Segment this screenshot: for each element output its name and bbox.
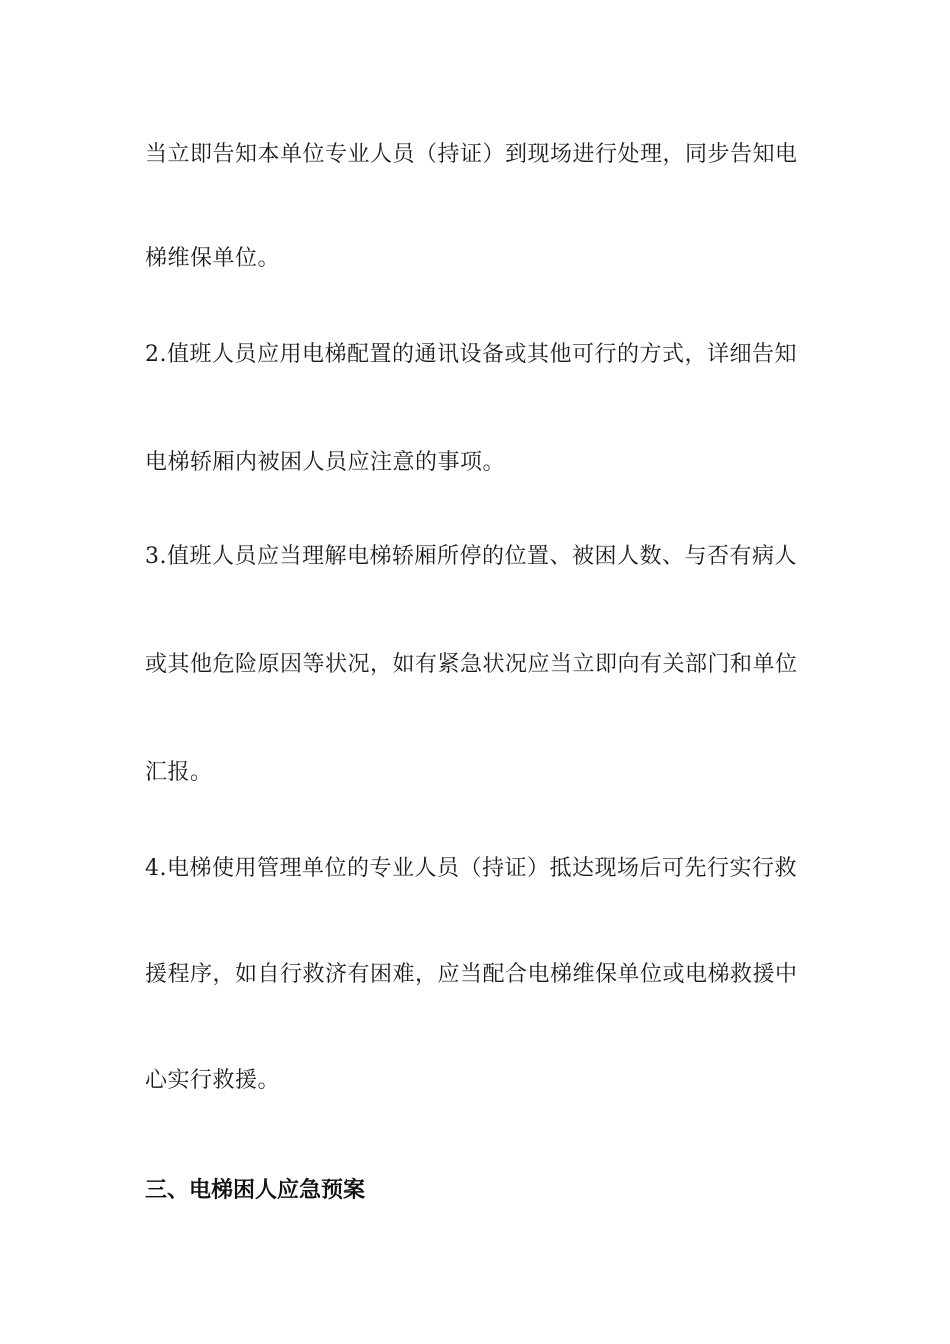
paragraph-line: 3.值班人员应当理解电梯轿厢所停的位置、被困人数、与否有病人 (145, 544, 797, 569)
paragraph-line: 汇报。 (145, 760, 213, 785)
paragraph-line: 或其他危险原因等状况，如有紧急状况应当立即向有关部门和单位 (145, 652, 798, 677)
section-heading: 三、电梯困人应急预案 (145, 1178, 366, 1203)
paragraph-line: 心实行救援。 (145, 1068, 281, 1093)
paragraph-line: 援程序，如自行救济有困难，应当配合电梯维保单位或电梯救援中 (145, 962, 798, 987)
paragraph-line: 2.值班人员应用电梯配置的通讯设备或其他可行的方式，详细告知 (145, 342, 797, 367)
paragraph-line: 4.电梯使用管理单位的专业人员（持证）抵达现场后可先行实行救 (145, 856, 797, 881)
paragraph-line: 梯维保单位。 (145, 246, 281, 271)
paragraph-line: 当立即告知本单位专业人员（持证）到现场进行处理，同步告知电 (145, 142, 798, 167)
paragraph-line: 电梯轿厢内被困人员应注意的事项。 (145, 450, 506, 475)
